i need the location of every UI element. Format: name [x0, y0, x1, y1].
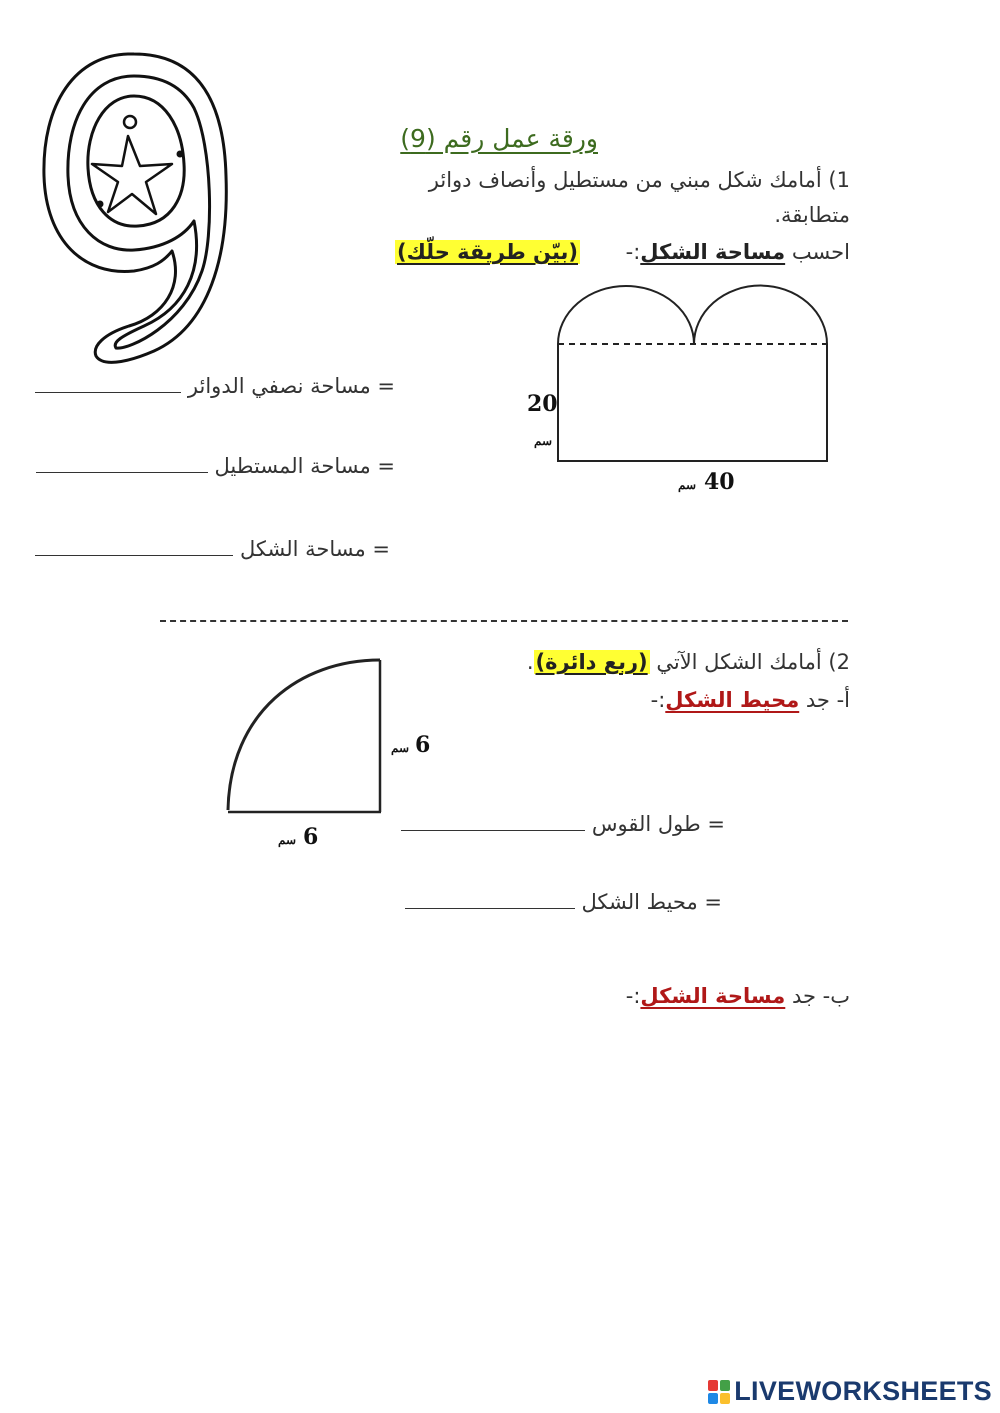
quarter-circle-figure — [220, 652, 390, 822]
q1-answer-input-rectangle[interactable] — [36, 456, 208, 473]
q1-answer-rectangle-area — [30, 454, 395, 478]
left-semicircle-arc — [558, 286, 694, 344]
q2-statement-prefix: 2) أمامك الشكل الآتي — [656, 650, 850, 674]
rectangle-semicircles-figure — [550, 280, 840, 470]
rectangle-outline — [558, 344, 827, 461]
q1-statement-line2: متطابقة. — [774, 203, 850, 227]
quarter-circle-arc — [228, 660, 380, 810]
q1-width-unit: سم — [678, 478, 697, 492]
q1-statement-line1: 1) أمامك شكل مبني من مستطيل وأنصاف دوائر — [428, 168, 850, 192]
q2-horizontal-side-unit: سم — [278, 833, 297, 847]
liveworksheets-brand — [708, 1376, 992, 1407]
q2-part-a-suffix: :- — [650, 688, 666, 712]
number-nine-logo-icon — [34, 46, 234, 366]
q2-quarter-circle-highlight: (ربع دائرة) — [535, 650, 648, 674]
right-semicircle-arc — [694, 286, 827, 344]
q1-answer-label: = مساحة نصفي الدوائر — [187, 374, 395, 398]
q2-part-b-target: مساحة الشكل — [640, 984, 786, 1008]
q1-highlight-wrap — [395, 240, 580, 264]
q1-height-unit: سم — [534, 434, 553, 448]
q2-part-b-suffix: :- — [625, 984, 641, 1008]
q1-height-value: 20 — [527, 391, 558, 417]
q1-answer-input-shape[interactable] — [35, 539, 233, 556]
q2-answer-arc-length — [395, 812, 725, 836]
q1-width-value: 40 — [704, 469, 735, 495]
q1-answer-input-semicircles[interactable] — [35, 376, 181, 393]
section-separator — [160, 620, 848, 622]
q2-part-a-prefix: أ- جد — [805, 688, 850, 712]
q2-part-a-target: محيط الشكل — [665, 688, 800, 712]
q1-prompt-suffix: :- — [625, 240, 641, 264]
q2-vertical-side-unit: سم — [391, 741, 410, 755]
q1-prompt-target: مساحة الشكل — [640, 240, 786, 264]
q2-part-a — [651, 688, 850, 712]
q1-prompt-prefix: احسب — [791, 240, 850, 264]
q1-answer-label: = مساحة الشكل — [239, 537, 390, 561]
q1-answer-label: = مساحة المستطيل — [214, 454, 395, 478]
q2-statement — [527, 650, 850, 674]
q2-part-b — [626, 984, 850, 1008]
q2-horizontal-side-value: 6 — [303, 824, 319, 850]
q2-answer-label: = محيط الشكل — [581, 890, 722, 914]
q1-answer-shape-area — [29, 537, 390, 561]
q2-answer-perimeter — [399, 890, 722, 914]
q2-answer-input-arc[interactable] — [401, 814, 585, 831]
q2-statement-suffix: . — [526, 650, 534, 674]
worksheet-title: ورقة عمل رقم (9) — [400, 124, 598, 153]
q2-answer-input-perimeter[interactable] — [405, 892, 575, 909]
q1-prompt — [626, 240, 850, 264]
q2-vertical-side-value: 6 — [415, 732, 431, 758]
q1-show-work-highlight: (بيّن طريقة حلّك) — [396, 240, 578, 264]
brand-name: LIVEWORKSHEETS — [734, 1376, 992, 1406]
q2-part-b-prefix: ب- جد — [791, 984, 850, 1008]
liveworksheets-logo-icon — [708, 1380, 730, 1404]
q1-answer-semicircles-area — [29, 374, 395, 398]
q2-answer-label: = طول القوس — [591, 812, 725, 836]
